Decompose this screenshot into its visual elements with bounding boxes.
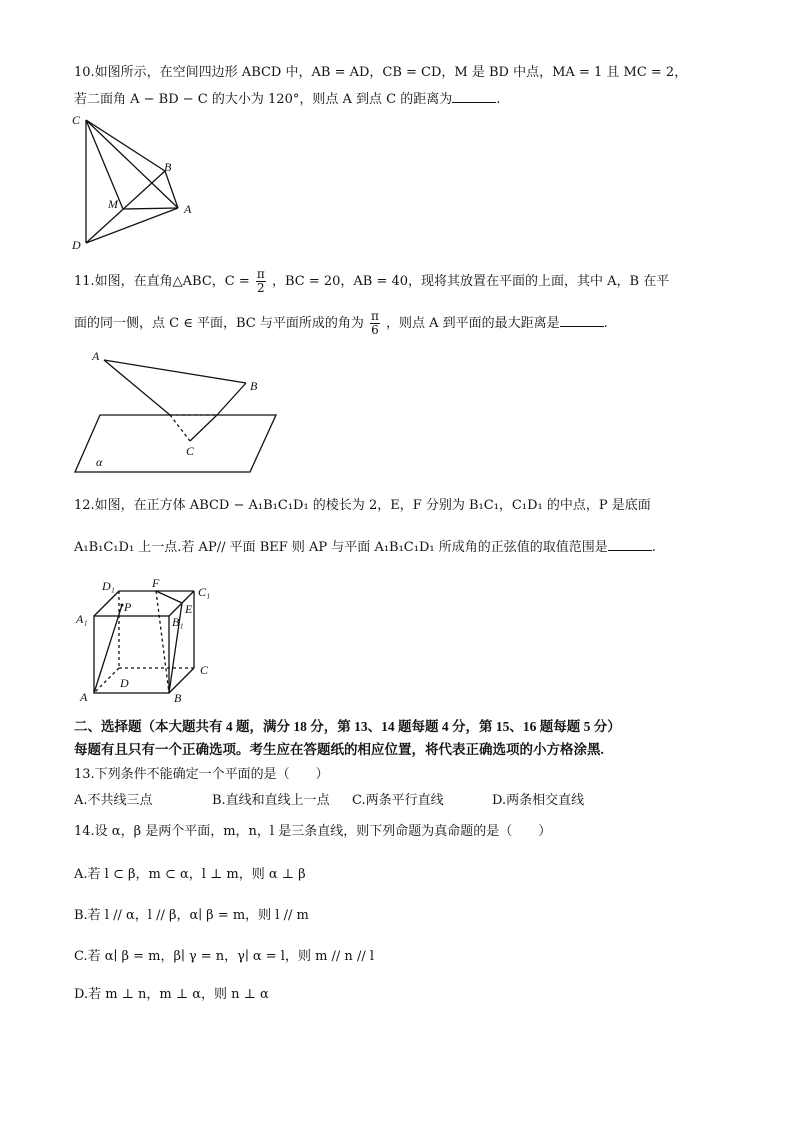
fig10-label-A: A bbox=[184, 202, 192, 216]
frac-den: 2 bbox=[257, 281, 265, 295]
q11-figure bbox=[70, 345, 285, 480]
frac-den: 6 bbox=[371, 323, 379, 337]
q11-line1-b: ，BC = 20，AB = 40，现将其放置在平面的上面，其中 A，B 在平 bbox=[271, 274, 670, 289]
q14-option-c: C.若 α∣ β = m，β∣ γ = n，γ∣ α = l，则 m // n // l bbox=[74, 949, 374, 964]
q10-figure bbox=[68, 110, 208, 255]
fig12-label-D: D bbox=[120, 676, 129, 690]
section2-heading-line1: 二、选择题（本大题共有 4 题，满分 18 分，第 13、14 题每题 4 分，第 15、16 题每题 5 分） bbox=[74, 719, 621, 734]
fig12-label-B: B bbox=[174, 691, 182, 705]
q14-option-d: D.若 m ⊥ n，m ⊥ α，则 n ⊥ α bbox=[74, 987, 269, 1002]
fig12-label-P: P bbox=[124, 600, 132, 614]
q12-line1: 12.如图，在正方体 ABCD − A₁B₁C₁D₁ 的棱长为 2，E，F 分别为 B₁C₁，C₁D₁ 的中点，P 是底面 bbox=[74, 498, 651, 513]
q13-stem: 13.下列条件不能确定一个平面的是（ ） bbox=[74, 767, 329, 782]
fig12-label-E: E bbox=[185, 602, 193, 616]
fig12-label-B1: B₁ bbox=[172, 615, 184, 629]
fig10-label-C: C bbox=[72, 113, 81, 127]
q11-line1-a: 11.如图，在直角△ABC，C = bbox=[74, 274, 250, 289]
q13-option-b: B.直线和直线上一点 bbox=[212, 793, 330, 808]
fig12-label-A1: A₁ bbox=[76, 612, 88, 626]
q13-option-d: D.两条相交直线 bbox=[492, 793, 585, 808]
fig12-label-C: C bbox=[200, 663, 209, 677]
q13-option-a: A.不共线三点 bbox=[74, 793, 153, 808]
q11-line2 bbox=[74, 310, 608, 337]
q12-line2-text: A₁B₁C₁D₁ 上一点.若 AP// 平面 BEF 则 AP 与平面 A₁B₁C₁D₁ 所成角的正弦值的取值范围是 bbox=[74, 540, 608, 555]
fig11-label-C: C bbox=[186, 444, 195, 458]
q14-stem: 14.设 α，β 是两个平面，m，n，l 是三条直线，则下列命题为真命题的是（ ） bbox=[74, 824, 552, 839]
fig12-label-C1: C₁ bbox=[198, 585, 211, 599]
fig10-label-B: B bbox=[164, 160, 172, 174]
q11-period: . bbox=[603, 316, 608, 331]
q11-line2-b: ，则点 A 到平面的最大距离是 bbox=[386, 316, 560, 331]
fig10-label-M: M bbox=[108, 197, 118, 211]
q11-line2-a: 面的同一侧，点 C ∈ 平面，BC 与平面所成的角为 bbox=[74, 316, 364, 331]
q10-line1: 10.如图所示，在空间四边形 ABCD 中，AB = AD，CB = CD，M 是 BD 中点，MA = 1 且 MC = 2， bbox=[74, 65, 688, 80]
fig11-label-B: B bbox=[250, 379, 258, 393]
fig11-label-A: A bbox=[92, 349, 100, 363]
angle-fraction-pi-over-6 bbox=[370, 310, 380, 337]
answer-blank bbox=[452, 90, 496, 103]
fig11-label-alpha: α bbox=[96, 455, 103, 469]
section2-heading-line2: 每题有且只有一个正确选项。考生应在答题纸的相应位置，将代表正确选项的小方格涂黑. bbox=[74, 742, 604, 757]
q14-option-a: A.若 l ⊂ β，m ⊂ α，l ⊥ m，则 α ⊥ β bbox=[74, 867, 306, 882]
q14-option-b: B.若 l // α，l // β，α∣ β = m，则 l // m bbox=[74, 908, 309, 923]
q13-option-c: C.两条平行直线 bbox=[352, 793, 444, 808]
fig12-label-D1: D₁ bbox=[102, 579, 115, 593]
q10-period: . bbox=[496, 92, 501, 107]
q11-line1 bbox=[74, 268, 669, 295]
answer-blank bbox=[608, 538, 652, 551]
fig12-label-F: F bbox=[152, 576, 160, 590]
q12-line2 bbox=[74, 538, 656, 557]
q12-period: . bbox=[651, 540, 656, 555]
frac-num: π bbox=[370, 309, 379, 323]
q10-line2-text: 若二面角 A − BD − C 的大小为 120°，则点 A 到点 C 的距离为 bbox=[74, 92, 453, 107]
fig12-label-A: A bbox=[80, 690, 88, 704]
q10-line2 bbox=[74, 90, 500, 109]
angle-fraction-pi-over-2 bbox=[256, 268, 266, 295]
fig10-label-D: D bbox=[72, 238, 81, 252]
frac-num: π bbox=[256, 267, 265, 281]
answer-blank bbox=[560, 314, 604, 327]
q12-figure bbox=[70, 575, 220, 705]
